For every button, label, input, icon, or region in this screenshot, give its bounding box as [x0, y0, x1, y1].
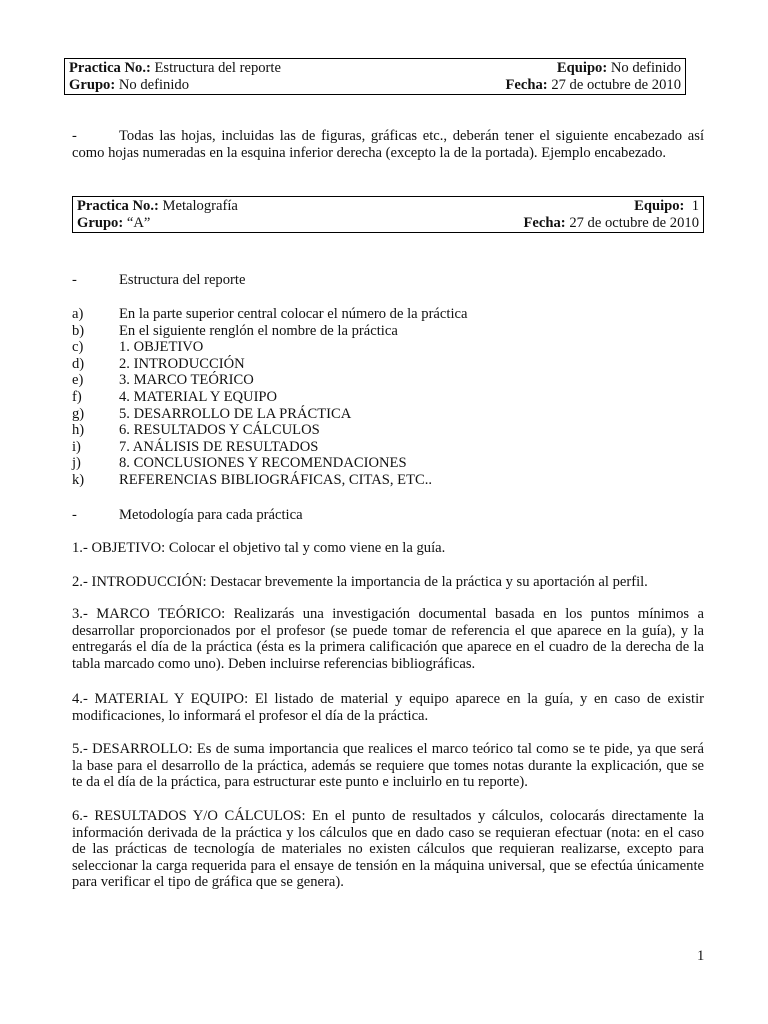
list-text: 5. DESARROLLO DE LA PRÁCTICA: [119, 405, 352, 422]
practica-field: [69, 60, 281, 77]
list-marker: h): [72, 422, 85, 439]
header-row-2: [69, 77, 681, 94]
example-fecha-value: 27 de octubre de 2010: [569, 214, 699, 231]
intro-marker: -: [72, 128, 77, 144]
example-practica-value: Metalografía: [162, 198, 238, 214]
paragraph-resultados: 6.- RESULTADOS Y/O CÁLCULOS: En el punto de resultados y cálculos, colocarás directamente la información derivada de la práctica y los cálculos que en dado caso se requieran efectuar (nota: en el caso de las prácticas de tecnología de materiales no existen cálculos que requieran realizarse, excepto para seleccionar la carga requerida para el ensaye de tensión en la máquina universal, que se efectúa únicamente para verificar el tipo de gráfica que se genera).: [72, 808, 704, 891]
list-item: [72, 389, 704, 406]
example-row-1: [77, 198, 699, 215]
fecha-value: 27 de octubre de 2010: [551, 76, 681, 93]
list-text: 3. MARCO TEÓRICO: [119, 372, 254, 389]
paragraph-introduccion: 2.- INTRODUCCIÓN: Destacar brevemente la importancia de la práctica y su aportación al perfil.: [72, 574, 648, 590]
equipo-field: [557, 60, 681, 77]
page-number: 1: [697, 948, 705, 964]
example-fecha-field: [524, 215, 700, 232]
list-marker: e): [72, 372, 84, 389]
methodology-marker: -: [72, 507, 77, 523]
list-text: 1. OBJETIVO: [119, 339, 204, 356]
example-equipo-label: Equipo:: [634, 198, 685, 214]
list-marker: b): [72, 322, 85, 339]
example-equipo-value: 1: [691, 198, 699, 214]
example-grupo-field: [77, 215, 150, 232]
list-marker: a): [72, 306, 84, 322]
list-marker: g): [72, 405, 85, 422]
list-marker: c): [72, 339, 84, 356]
list-item: [72, 439, 704, 456]
structure-heading-text: Estructura del reporte: [119, 272, 246, 288]
list-text: 7. ANÁLISIS DE RESULTADOS: [119, 438, 319, 455]
equipo-label: Equipo:: [556, 60, 608, 76]
methodology-heading-text: Metodología para cada práctica: [119, 507, 303, 523]
list-item: [72, 472, 704, 489]
equipo-value: No definido: [610, 60, 681, 76]
example-equipo-field: [634, 198, 699, 215]
example-row-2: [77, 215, 699, 232]
practica-label: Practica No.:: [69, 60, 151, 76]
example-practica-label: Practica No.:: [77, 198, 159, 214]
header-box-example: [72, 196, 704, 233]
fecha-field: [506, 77, 682, 94]
list-item: [72, 323, 704, 340]
intro-text: Todas las hojas, incluidas las de figuras, gráficas etc., deberán tener el siguiente encabezado así como hojas numeradas en la esquina inferior derecha (excepto la de la portada). Ejemplo encabezado.: [72, 128, 704, 161]
grupo-field: [69, 77, 189, 94]
list-marker: f): [72, 389, 82, 405]
grupo-label: Grupo:: [69, 76, 116, 93]
paragraph-desarrollo: 5.- DESARROLLO: Es de suma importancia que realices el marco teórico tal como se te pide, ya que será la base para el desarrollo de la práctica, además se requiere que tomes notas durante la explicación, que se te da el día de la práctica, para estructurar este punto e incluirlo en tu reporte).: [72, 741, 704, 791]
list-item: [72, 306, 704, 323]
list-item: [72, 455, 704, 472]
list-item: [72, 372, 704, 389]
list-text: 2. INTRODUCCIÓN: [119, 355, 245, 372]
list-text: En la parte superior central colocar el número de la práctica: [119, 306, 468, 322]
list-item: [72, 339, 704, 356]
methodology-heading: [72, 507, 704, 524]
list-text: 4. MATERIAL Y EQUIPO: [119, 389, 278, 405]
list-text: 6. RESULTADOS Y CÁLCULOS: [119, 422, 320, 439]
example-fecha-label: Fecha:: [523, 214, 566, 231]
paragraph-objetivo: 1.- OBJETIVO: Colocar el objetivo tal y como viene en la guía.: [72, 540, 446, 556]
list-marker: d): [72, 355, 85, 372]
structure-heading: [72, 272, 704, 289]
header-row-1: [69, 60, 681, 77]
list-text: 8. CONCLUSIONES Y RECOMENDACIONES: [119, 455, 407, 472]
list-item: [72, 356, 704, 373]
list-marker: i): [72, 438, 81, 455]
paragraph-marco-teorico: 3.- MARCO TEÓRICO: Realizarás una investigación documental basada en los puntos mínimos a desarrollar proporcionados por el profesor (se puede tomar de referencia el que aparece en la guía), y la entregarás el día de la práctica (ésta es la primera calificación que aparece en el cuadro de la derecha de la tabla marcado como uno). Deben incluirse referencias bibliográficas.: [72, 606, 704, 672]
list-item: [72, 422, 704, 439]
fecha-label: Fecha:: [505, 76, 548, 93]
list-text: REFERENCIAS BIBLIOGRÁFICAS, CITAS, ETC..: [119, 472, 433, 488]
list-marker: k): [72, 472, 85, 488]
list-text: En el siguiente renglón el nombre de la práctica: [119, 322, 398, 339]
list-marker: j): [72, 455, 81, 472]
header-box-template: [64, 58, 686, 95]
practica-value: Estructura del reporte: [154, 60, 281, 76]
grupo-value: No definido: [118, 76, 189, 93]
structure-marker: -: [72, 272, 77, 288]
paragraph-material-equipo: 4.- MATERIAL Y EQUIPO: El listado de material y equipo aparece en la guía, y en caso de existir modificaciones, lo informará el profesor el día de la práctica.: [72, 691, 704, 724]
example-grupo-value: “A”: [126, 214, 151, 231]
intro-paragraph: [72, 128, 704, 161]
list-item: [72, 406, 704, 423]
example-practica-field: [77, 198, 238, 215]
example-grupo-label: Grupo:: [77, 214, 124, 231]
